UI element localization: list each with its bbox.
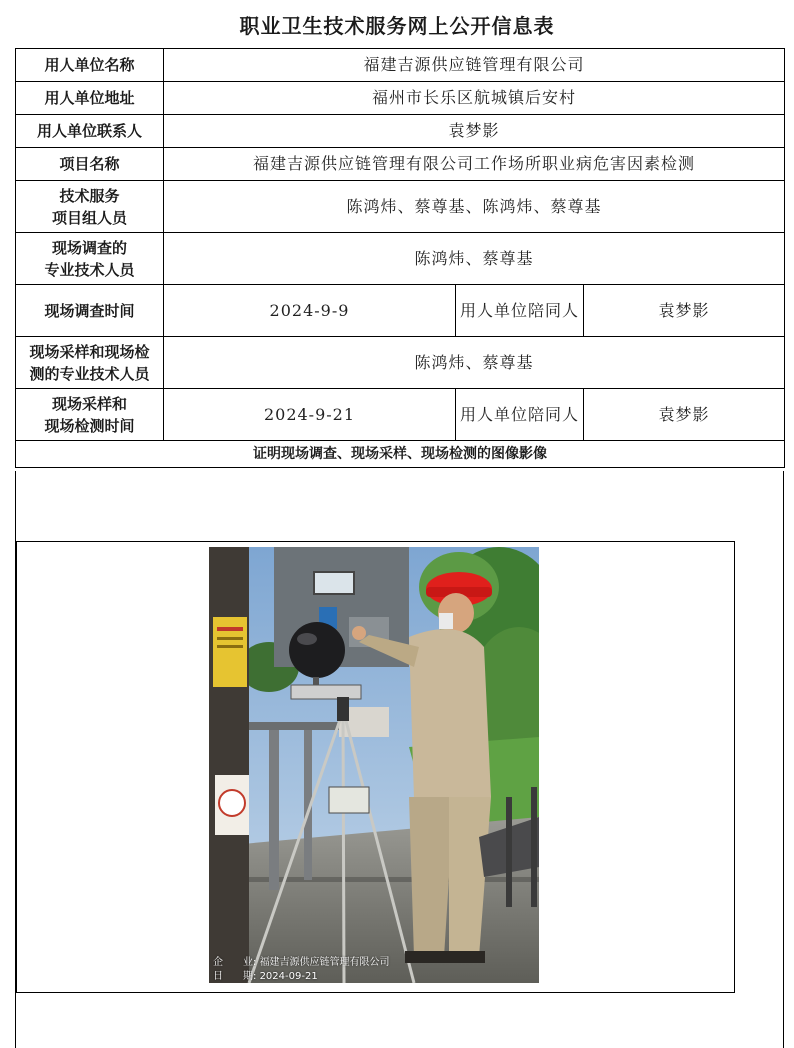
evidence-header: 证明现场调查、现场采样、现场检测的图像影像: [16, 441, 785, 468]
sampling-time-label-line2: 现场检测时间: [44, 416, 135, 435]
service-team-label-line1: 技术服务: [59, 186, 120, 205]
service-team-label-line2: 项目组人员: [51, 208, 127, 227]
employer-address-label: 用人单位地址: [16, 82, 164, 115]
site-photo: [209, 547, 539, 983]
sampling-staff-label-line2: 测的专业技术人员: [29, 364, 150, 383]
site-photo-illustration: [209, 547, 539, 983]
watermark-date-label: 日 期:: [213, 971, 257, 982]
employer-contact-label: 用人单位联系人: [16, 115, 164, 148]
sampling-staff-value: 陈鸿炜、蔡尊基: [164, 337, 785, 389]
employer-contact-value: 袁梦影: [164, 115, 785, 148]
project-name-label: 项目名称: [16, 148, 164, 181]
row-survey-time: [16, 285, 785, 337]
employer-name-label: 用人单位名称: [16, 49, 164, 82]
survey-companion-value: 袁梦影: [584, 285, 785, 337]
sampling-time-label: [16, 389, 164, 441]
row-sampling-time: [16, 389, 785, 441]
service-team-value: 陈鸿炜、蔡尊基、陈鸿炜、蔡尊基: [164, 181, 785, 233]
project-name-value: 福建吉源供应链管理有限公司工作场所职业病危害因素检测: [164, 148, 785, 181]
survey-companion-label: 用人单位陪同人: [456, 285, 584, 337]
sampling-staff-label-line1: 现场采样和现场检: [29, 342, 150, 361]
watermark-company: [213, 953, 390, 968]
row-project-name: [16, 148, 785, 181]
watermark-date-value: 2024-09-21: [259, 971, 318, 982]
row-sampling-staff: [16, 337, 785, 389]
sampling-time-label-line1: 现场采样和: [51, 394, 127, 413]
sampling-companion-label: 用人单位陪同人: [456, 389, 584, 441]
watermark-company-value: 福建吉源供应链管理有限公司: [259, 957, 390, 968]
row-employer-contact: [16, 115, 785, 148]
row-employer-name: [16, 49, 785, 82]
page-title: 职业卫生技术服务网上公开信息表: [239, 14, 555, 38]
service-team-label: [16, 181, 164, 233]
sampling-time-value: 2024-9-21: [164, 389, 456, 441]
survey-staff-value: 陈鸿炜、蔡尊基: [164, 233, 785, 285]
row-survey-staff: [16, 233, 785, 285]
watermark-company-label: 企 业:: [213, 957, 257, 968]
row-employer-address: [16, 82, 785, 115]
survey-time-label: 现场调查时间: [16, 285, 164, 337]
employer-address-value: 福州市长乐区航城镇后安村: [164, 82, 785, 115]
photo-frame: [16, 541, 735, 993]
employer-name-value: 福建吉源供应链管理有限公司: [164, 49, 785, 82]
survey-time-value: 2024-9-9: [164, 285, 456, 337]
info-table: [15, 48, 785, 468]
row-evidence-header: [16, 441, 785, 468]
survey-staff-label-line2: 专业技术人员: [44, 260, 135, 279]
sampling-staff-label: [16, 337, 164, 389]
sampling-companion-value: 袁梦影: [584, 389, 785, 441]
survey-staff-label: [16, 233, 164, 285]
watermark-date: [213, 967, 318, 982]
survey-staff-label-line1: 现场调查的: [51, 238, 127, 257]
row-service-team: [16, 181, 785, 233]
